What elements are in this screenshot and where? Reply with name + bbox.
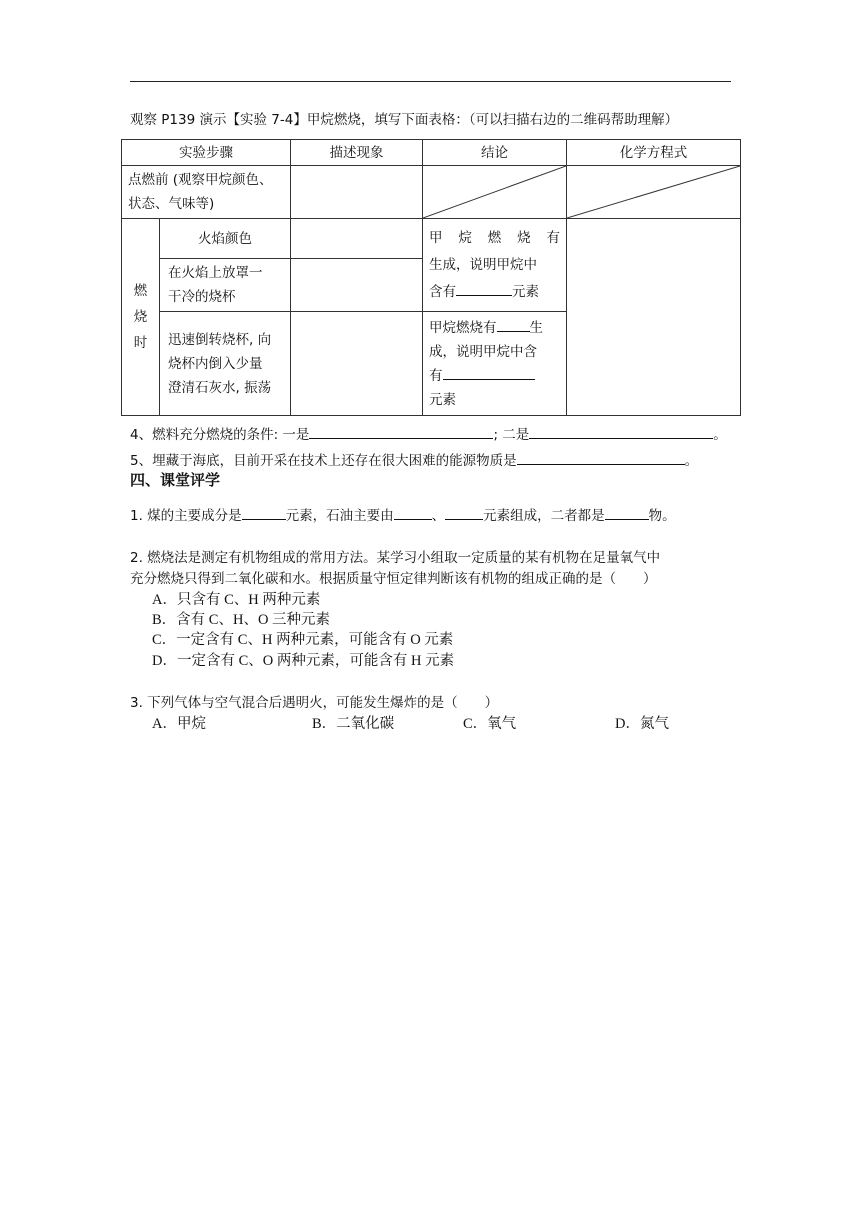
limewater-phenomenon-cell[interactable] [291,312,423,416]
conclusion1-line1: 甲 烷 燃 烧 有 [429,229,560,246]
cold-beaker-line2: 干冷的烧杯 [168,289,236,305]
conclusion-water-cell [423,219,567,312]
conclusion1-line2: 生成，说明甲烷中 [429,256,537,273]
practice-2-option-c[interactable]: C．一定含有 C、H 两种元素，可能含有 O 元素 [152,632,454,648]
burning-label [122,219,160,416]
burning-char-1: 燃 [133,283,148,299]
practice-2-option-a[interactable]: A．只含有 C、H 两种元素 [152,592,321,608]
flame-color-label: 火焰颜色 [160,219,291,259]
practice-3-option-c[interactable]: C．氧气 [463,716,517,732]
practice-2-option-b[interactable]: B．含有 C、H、O 三种元素 [152,612,331,628]
before-label-line2: 状态、气味等) [128,196,215,212]
experiment-table [121,139,741,416]
q5-blank[interactable] [517,450,685,465]
cold-beaker-label [160,259,291,312]
conclusion2-element-blank[interactable] [443,365,535,380]
conclusion2-line1: 甲烷燃烧有 生 [429,316,560,340]
conclusion1-element-blank[interactable] [456,281,512,296]
conclusion2-product-blank[interactable] [497,317,530,332]
burning-char-2: 烧 [133,309,148,325]
before-phenomenon-cell[interactable] [291,166,423,219]
before-label-line1: 点燃前 (观察甲烷颜色、 [128,172,273,188]
limewater-line3: 澄清石灰水, 振荡 [168,379,272,396]
header-conclusion: 结论 [423,140,567,166]
flame-color-phenomenon-cell[interactable] [291,219,423,259]
question-5: 5、埋藏于海底，目前开采在技术上还存在很大困难的能源物质是 。 [130,450,698,471]
header-step: 实验步骤 [122,140,291,166]
question-4: 4、燃料充分燃烧的条件: 一是 ; 二是 。 [130,424,727,445]
section-title: 四、课堂评学 [130,471,221,489]
header-phenomenon: 描述现象 [291,140,423,166]
practice-2-option-d[interactable]: D．一定含有 C、O 两种元素，可能含有 H 元素 [152,653,455,669]
before-conclusion-crossed-cell [423,166,567,219]
p1-blank-2[interactable] [394,505,432,520]
p1-blank-3[interactable] [445,505,483,520]
cold-beaker-phenomenon-cell[interactable] [291,259,423,312]
practice-2-line2: 充分燃烧只得到二氧化碳和水。根据质量守恒定律判断该有机物的组成正确的是（ ） [130,571,657,587]
practice-3-option-b[interactable]: B．二氧化碳 [312,716,395,732]
header-rule [130,81,731,82]
cold-beaker-line1: 在火焰上放罩一 [168,265,263,281]
experiment-intro: 观察 P139 演示【实验 7-4】甲烷燃烧，填写下面表格：（可以扫描右边的二维码帮助理解） [130,112,679,128]
practice-3-option-d[interactable]: D．氮气 [615,716,669,732]
equation-cell[interactable] [567,219,741,416]
q4-blank-1[interactable] [309,424,493,439]
before-equation-crossed-cell [567,166,741,219]
conclusion2-line2: 成，说明甲烷中含 [429,343,537,360]
row-before-ignition-label [122,166,291,219]
limewater-line2: 烧杯内倒入少量 [168,355,263,372]
limewater-line1: 迅速倒转烧杯, 向 [168,331,272,348]
q4-blank-2[interactable] [529,424,713,439]
conclusion-co2-cell [423,312,567,416]
conclusion2-line4: 元素 [429,391,456,408]
practice-2-line1: 2. 燃烧法是测定有机物组成的常用方法。某学习小组取一定质量的某有机物在足量氧气中 [130,550,661,566]
conclusion1-line3: 含有 元素 [429,279,560,306]
practice-3-stem: 3. 下列气体与空气混合后遇明火，可能发生爆炸的是（ ） [130,695,499,711]
p1-blank-1[interactable] [242,505,286,520]
p1-blank-4[interactable] [605,505,649,520]
conclusion2-line3: 有 [429,364,560,388]
burning-char-3: 时 [133,335,148,351]
practice-1: 1. 煤的主要成分是 元素，石油主要由 、 元素组成，二者都是 物。 [130,505,676,526]
limewater-label [160,312,291,416]
header-equation: 化学方程式 [567,140,741,166]
practice-3-option-a[interactable]: A．甲烷 [152,716,206,732]
